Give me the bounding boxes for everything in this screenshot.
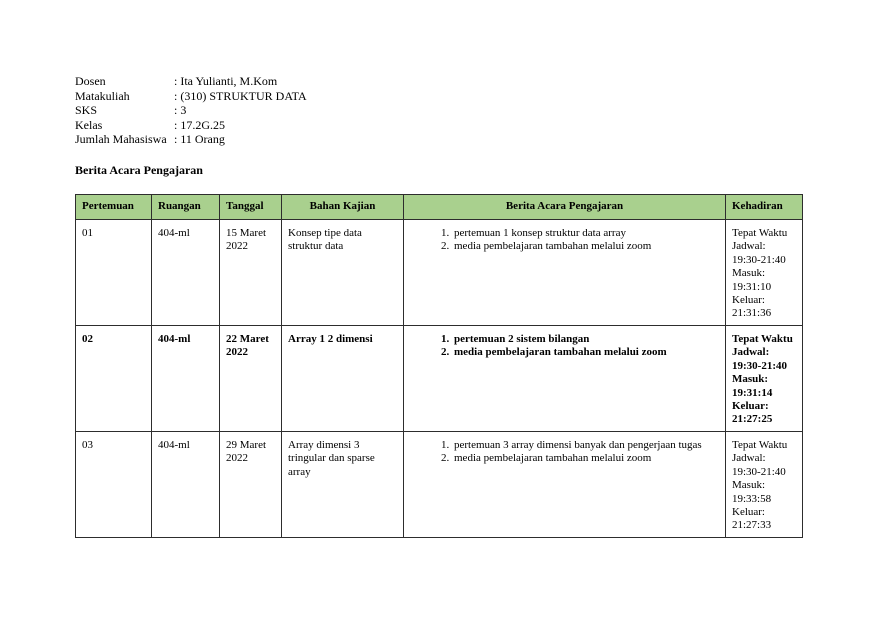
course-info [75, 74, 307, 147]
section-title: Berita Acara Pengajaran [75, 163, 203, 177]
info-row-sks [75, 103, 307, 118]
cell-bahan-kajian: Konsep tipe data struktur data [282, 220, 404, 326]
kehadiran-line: 19:31:14 [732, 386, 773, 399]
berita-list [410, 227, 719, 254]
column-header-kehadiran: Kehadiran [726, 195, 803, 220]
column-header-tanggal: Tanggal [220, 195, 282, 220]
kehadiran-line: Keluar: [732, 400, 769, 413]
kehadiran-status: Tepat Waktu [732, 227, 788, 239]
column-header-berita-acara: Berita Acara Pengajaran [404, 195, 726, 220]
info-value: : (310) STRUKTUR DATA [174, 88, 307, 103]
berita-list [410, 439, 719, 466]
kehadiran-status: Tepat Waktu [732, 439, 788, 451]
cell-bahan-kajian: Array dimensi 3 tringular dan sparse array [282, 432, 404, 538]
info-label: Matakuliah [75, 88, 130, 103]
cell-kehadiran [726, 326, 803, 432]
kehadiran-line: 19:30-21:40 [732, 253, 786, 266]
cell-ruangan: 404-ml [152, 220, 220, 326]
kehadiran-line: 21:27:33 [732, 519, 772, 532]
cell-berita-acara [404, 220, 726, 326]
table-row [76, 432, 803, 538]
kehadiran-line: Masuk: [732, 373, 769, 386]
column-header-pertemuan: Pertemuan [76, 195, 152, 220]
table-header-row [76, 195, 803, 220]
kehadiran-line: Jadwal: [732, 346, 770, 359]
cell-pertemuan: 01 [76, 220, 152, 326]
cell-bahan-kajian: Array 1 2 dimensi [282, 326, 404, 432]
cell-pertemuan: 03 [76, 432, 152, 538]
kehadiran-line: Jadwal: [732, 452, 766, 465]
info-label: Jumlah Mahasiswa [75, 132, 167, 147]
column-header-bahan-kajian: Bahan Kajian [282, 195, 404, 220]
info-row-jumlah-mahasiswa [75, 132, 307, 147]
kehadiran-line: Masuk: [732, 267, 765, 280]
kehadiran-line: Keluar: [732, 294, 765, 307]
kehadiran-line: Jadwal: [732, 240, 766, 253]
kehadiran-line: 19:30-21:40 [732, 465, 786, 478]
cell-kehadiran [726, 432, 803, 538]
cell-kehadiran [726, 220, 803, 326]
table-row [76, 326, 803, 432]
list-item: 2. media pembelajaran tambahan melalui zoom [452, 452, 719, 465]
kehadiran-line: 19:31:10 [732, 280, 772, 293]
list-item: 1. pertemuan 1 konsep struktur data array [452, 227, 719, 240]
list-item: 2. media pembelajaran tambahan melalui zoom [452, 346, 719, 359]
cell-tanggal: 15 Maret 2022 [220, 220, 282, 326]
info-value: : 3 [174, 103, 187, 118]
info-value: : Ita Yulianti, M.Kom [174, 74, 278, 88]
cell-ruangan: 404-ml [152, 432, 220, 538]
cell-pertemuan: 02 [76, 326, 152, 432]
kehadiran-line: Masuk: [732, 479, 765, 492]
info-row-matakuliah [75, 89, 307, 104]
kehadiran-line: 21:27:25 [732, 413, 773, 426]
berita-acara-table [75, 194, 803, 538]
list-item: 2. media pembelajaran tambahan melalui zoom [452, 240, 719, 253]
info-value: : 11 Orang [174, 132, 225, 147]
cell-berita-acara [404, 326, 726, 432]
list-item: 1. pertemuan 2 sistem bilangan [452, 333, 719, 346]
info-value: : 17.2G.25 [174, 117, 225, 132]
info-row-kelas [75, 118, 307, 133]
info-label: Dosen [75, 74, 106, 88]
kehadiran-line: 19:33:58 [732, 492, 772, 505]
cell-ruangan: 404-ml [152, 326, 220, 432]
kehadiran-line: Keluar: [732, 506, 765, 519]
kehadiran-status: Tepat Waktu [732, 333, 793, 345]
cell-berita-acara [404, 432, 726, 538]
kehadiran-line: 19:30-21:40 [732, 359, 787, 372]
table-row [76, 220, 803, 326]
cell-tanggal: 29 Maret 2022 [220, 432, 282, 538]
berita-list [410, 333, 719, 360]
column-header-ruangan: Ruangan [152, 195, 220, 220]
info-label: SKS [75, 103, 98, 118]
list-item: 1. pertemuan 3 array dimensi banyak dan pengerjaan tugas [452, 439, 719, 452]
kehadiran-line: 21:31:36 [732, 307, 772, 320]
cell-tanggal: 22 Maret 2022 [220, 326, 282, 432]
info-row-dosen [75, 74, 307, 89]
info-label: Kelas [75, 117, 103, 132]
